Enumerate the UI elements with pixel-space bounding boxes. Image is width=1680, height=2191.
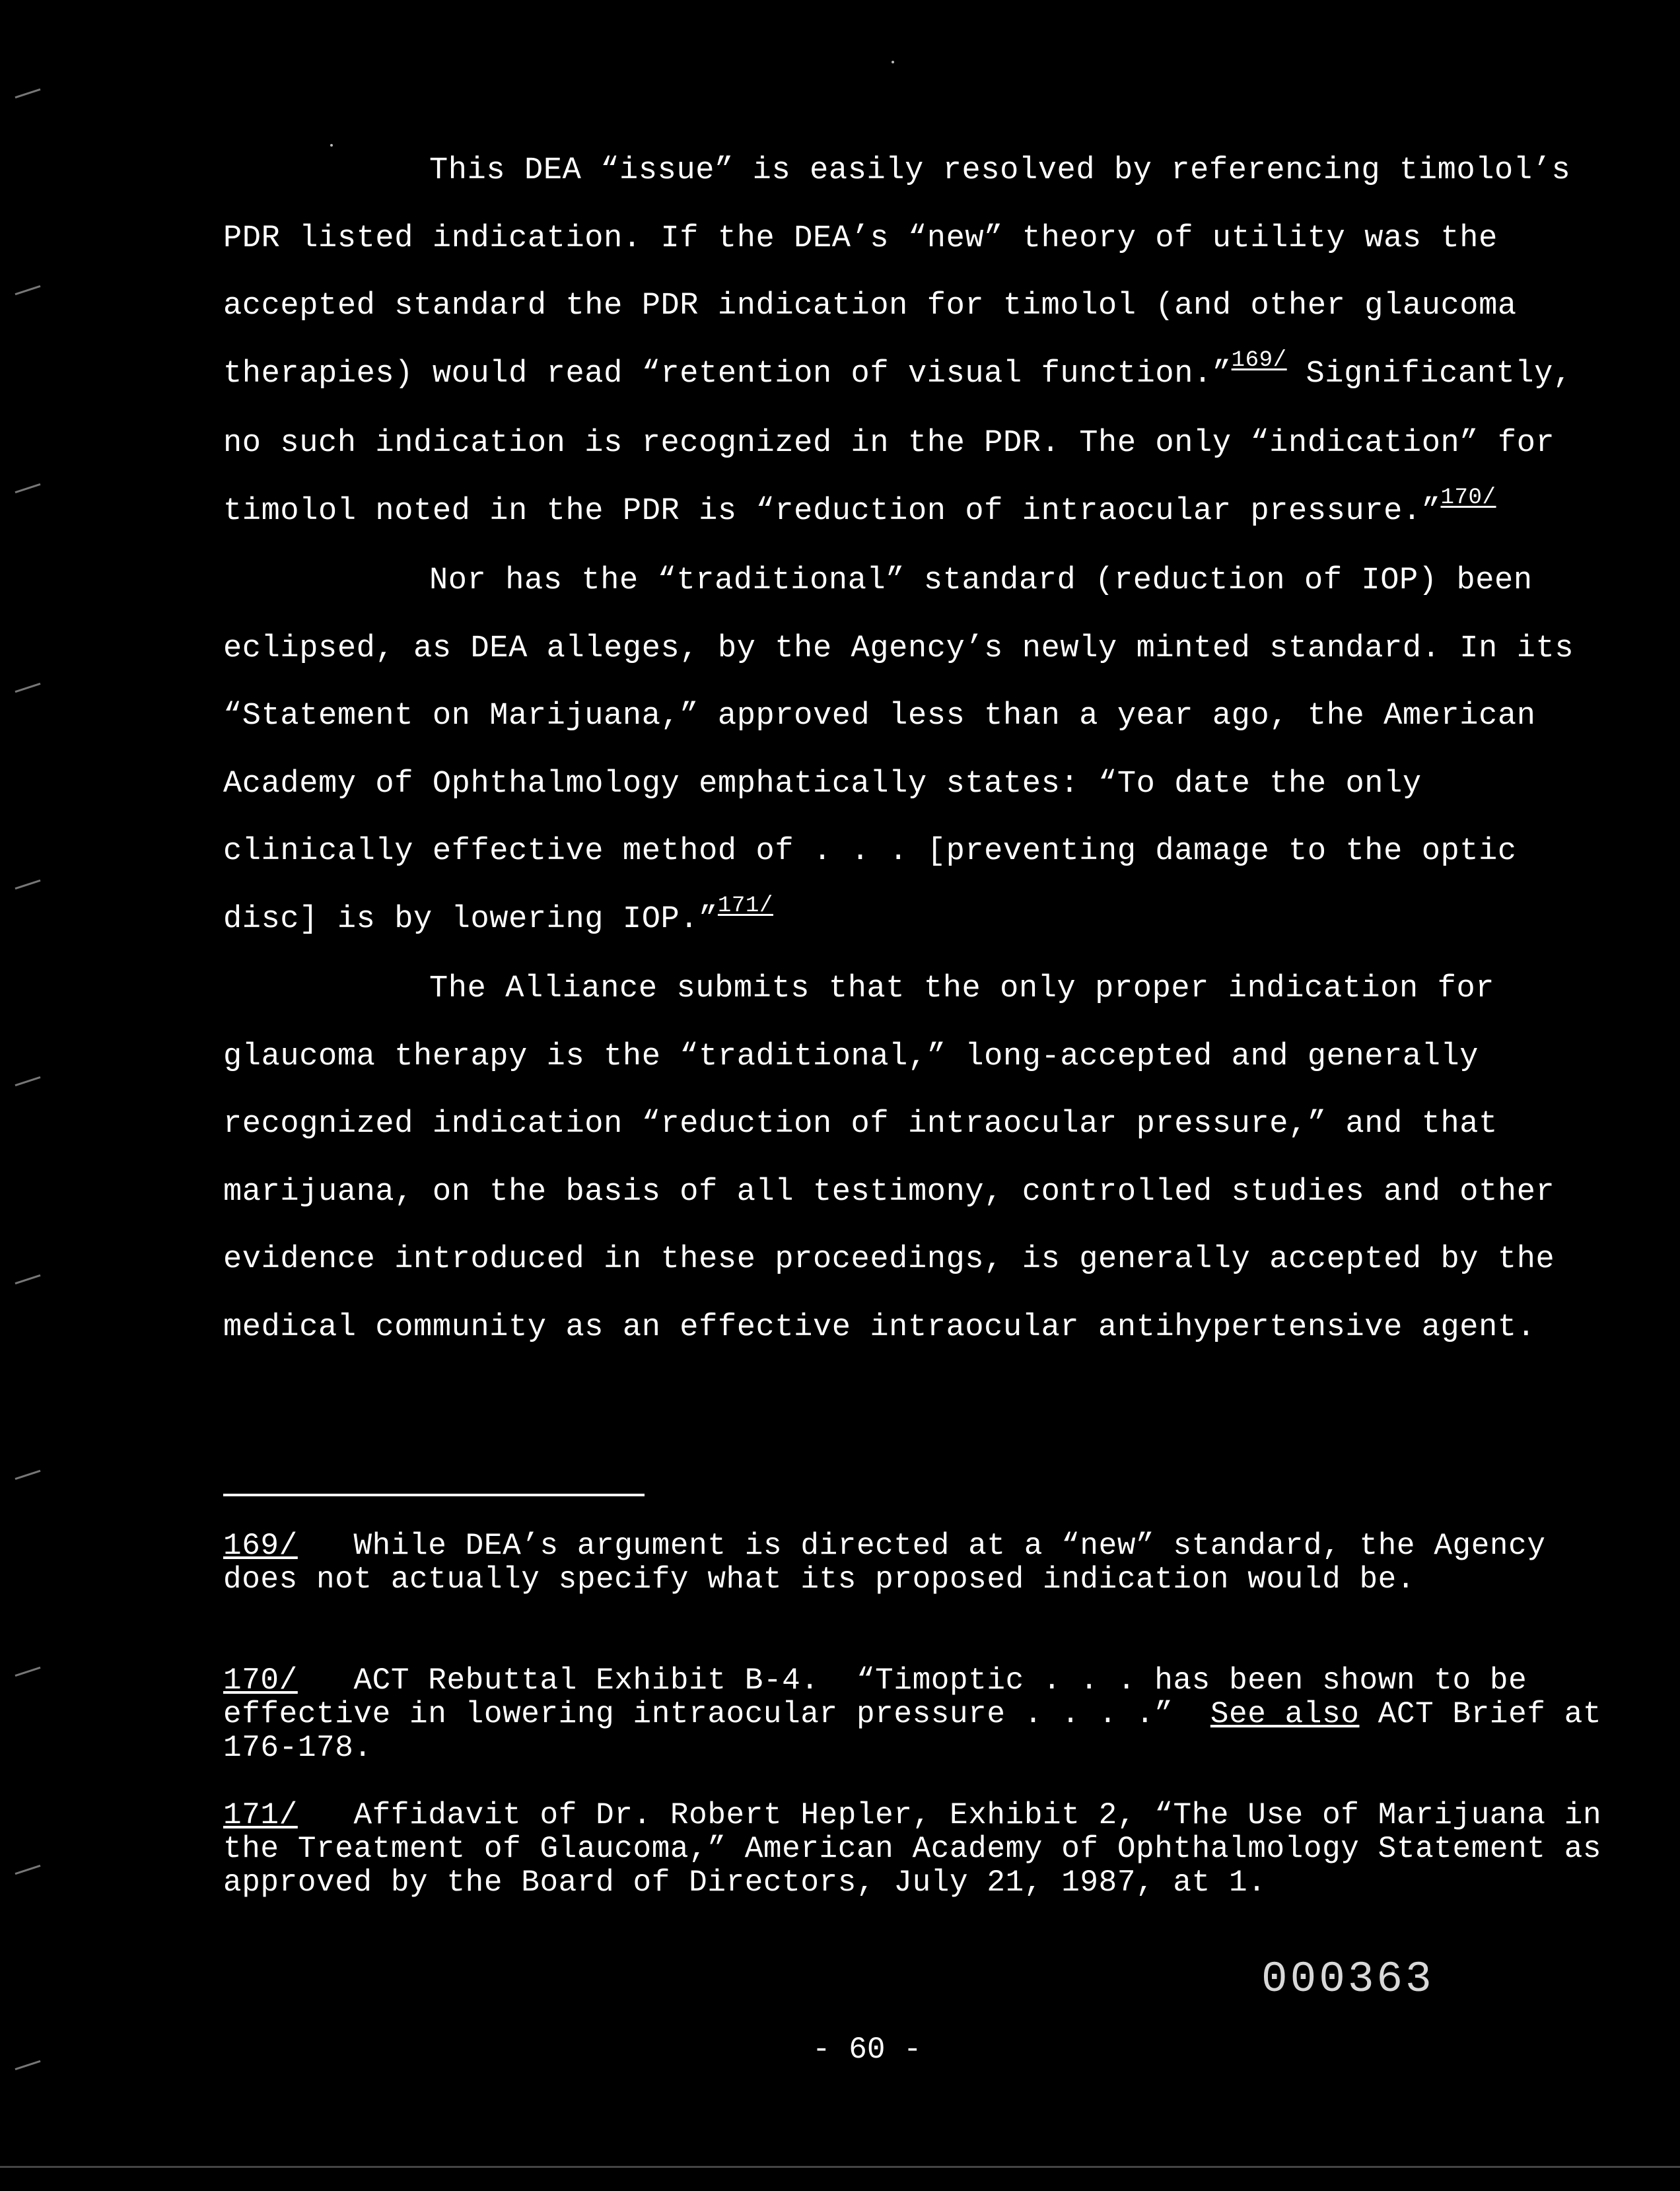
scan-mark xyxy=(15,483,41,493)
footnote-text: ACT Rebuttal Exhibit B-4. “Timoptic . . . has been shown to be effective in lowering intraocular pressure . . . .” xyxy=(223,1663,1546,1731)
paragraph-text: Significantly, no such indication is recognized in the PDR. The only “indication” for timolol noted in the PDR is “reduction of intraocular pressure.” xyxy=(223,356,1572,529)
scan-mark xyxy=(15,683,41,693)
footnote xyxy=(223,1529,1610,1597)
footnote-number: 170/ xyxy=(223,1663,298,1698)
scan-mark xyxy=(15,2060,41,2070)
footnote-reference: 169/ xyxy=(1231,347,1287,373)
footnote-reference: 170/ xyxy=(1440,485,1496,510)
paragraph-text: The Alliance submits that the only proper indication for glaucoma therapy is the “traditional,” long-accepted and generally recognized indication “reduction of intraocular pressure,” and that marijuana, on the basis of all testimony, controlled studies and other evidence introduced in these proceedings, is generally accepted by the medical community as an effective intraocular antihypertensive agent. xyxy=(223,971,1555,1345)
footnote-number: 169/ xyxy=(223,1529,298,1563)
scan-speck xyxy=(892,61,894,63)
body-paragraph xyxy=(223,956,1597,1362)
scan-speck xyxy=(330,144,333,147)
footnote xyxy=(223,1663,1621,1765)
footnote-text: Affidavit of Dr. Robert Hepler, Exhibit 2, “The Use of Marijuana in the Treatment of Glaucoma,” American Academy of Ophthalmology Statement as approved by the Board of Directors, July 21, 1987, at 1. xyxy=(223,1798,1621,1900)
scan-mark xyxy=(15,1076,41,1086)
bates-stamp: 000363 xyxy=(1261,1955,1434,2004)
footnote-number: 171/ xyxy=(223,1798,298,1832)
body-text xyxy=(223,137,1597,1362)
scan-mark xyxy=(15,1470,41,1480)
footnote-text: ACT Brief at 176-178. xyxy=(223,1697,1621,1765)
footnote-reference: 171/ xyxy=(717,893,773,919)
body-paragraph xyxy=(223,547,1597,956)
footnote-citation-signal: See also xyxy=(1210,1697,1360,1731)
scan-mark xyxy=(15,88,41,98)
footnote-spacer xyxy=(298,1798,354,1832)
paragraph-text: Nor has the “traditional” standard (reduction of IOP) been eclipsed, as DEA alleges, by the Agency’s newly minted standard. In its “Statement on Marijuana,” approved less than a year ago, the American Academy of Ophthalmology emphatically states: “To date the only clinically effective method of . . . [preventing damage to the optic disc] is by lowering IOP.” xyxy=(223,563,1574,937)
scan-edge xyxy=(0,2166,1680,2168)
scan-mark xyxy=(15,1667,41,1677)
footnote-spacer xyxy=(298,1529,354,1563)
page-number: - 60 - xyxy=(812,2033,922,2067)
paragraph-text: This DEA “issue” is easily resolved by referencing timolol’s PDR listed indication. If the DEA’s “new” theory of utility was the accepted standard the PDR indication for timolol (and other glaucoma therapies) would read “retention of visual function.” xyxy=(223,153,1571,392)
footnote-separator xyxy=(223,1494,645,1496)
footnote-text: While DEA’s argument is directed at a “new” standard, the Agency does not actually specify what its proposed indication would be. xyxy=(223,1529,1564,1597)
body-paragraph xyxy=(223,137,1597,547)
scan-mark xyxy=(15,285,41,295)
scan-mark xyxy=(15,1865,41,1875)
scan-mark xyxy=(15,1274,41,1284)
footnote-spacer xyxy=(298,1663,354,1698)
footnote xyxy=(223,1798,1621,1900)
scan-mark xyxy=(15,880,41,889)
